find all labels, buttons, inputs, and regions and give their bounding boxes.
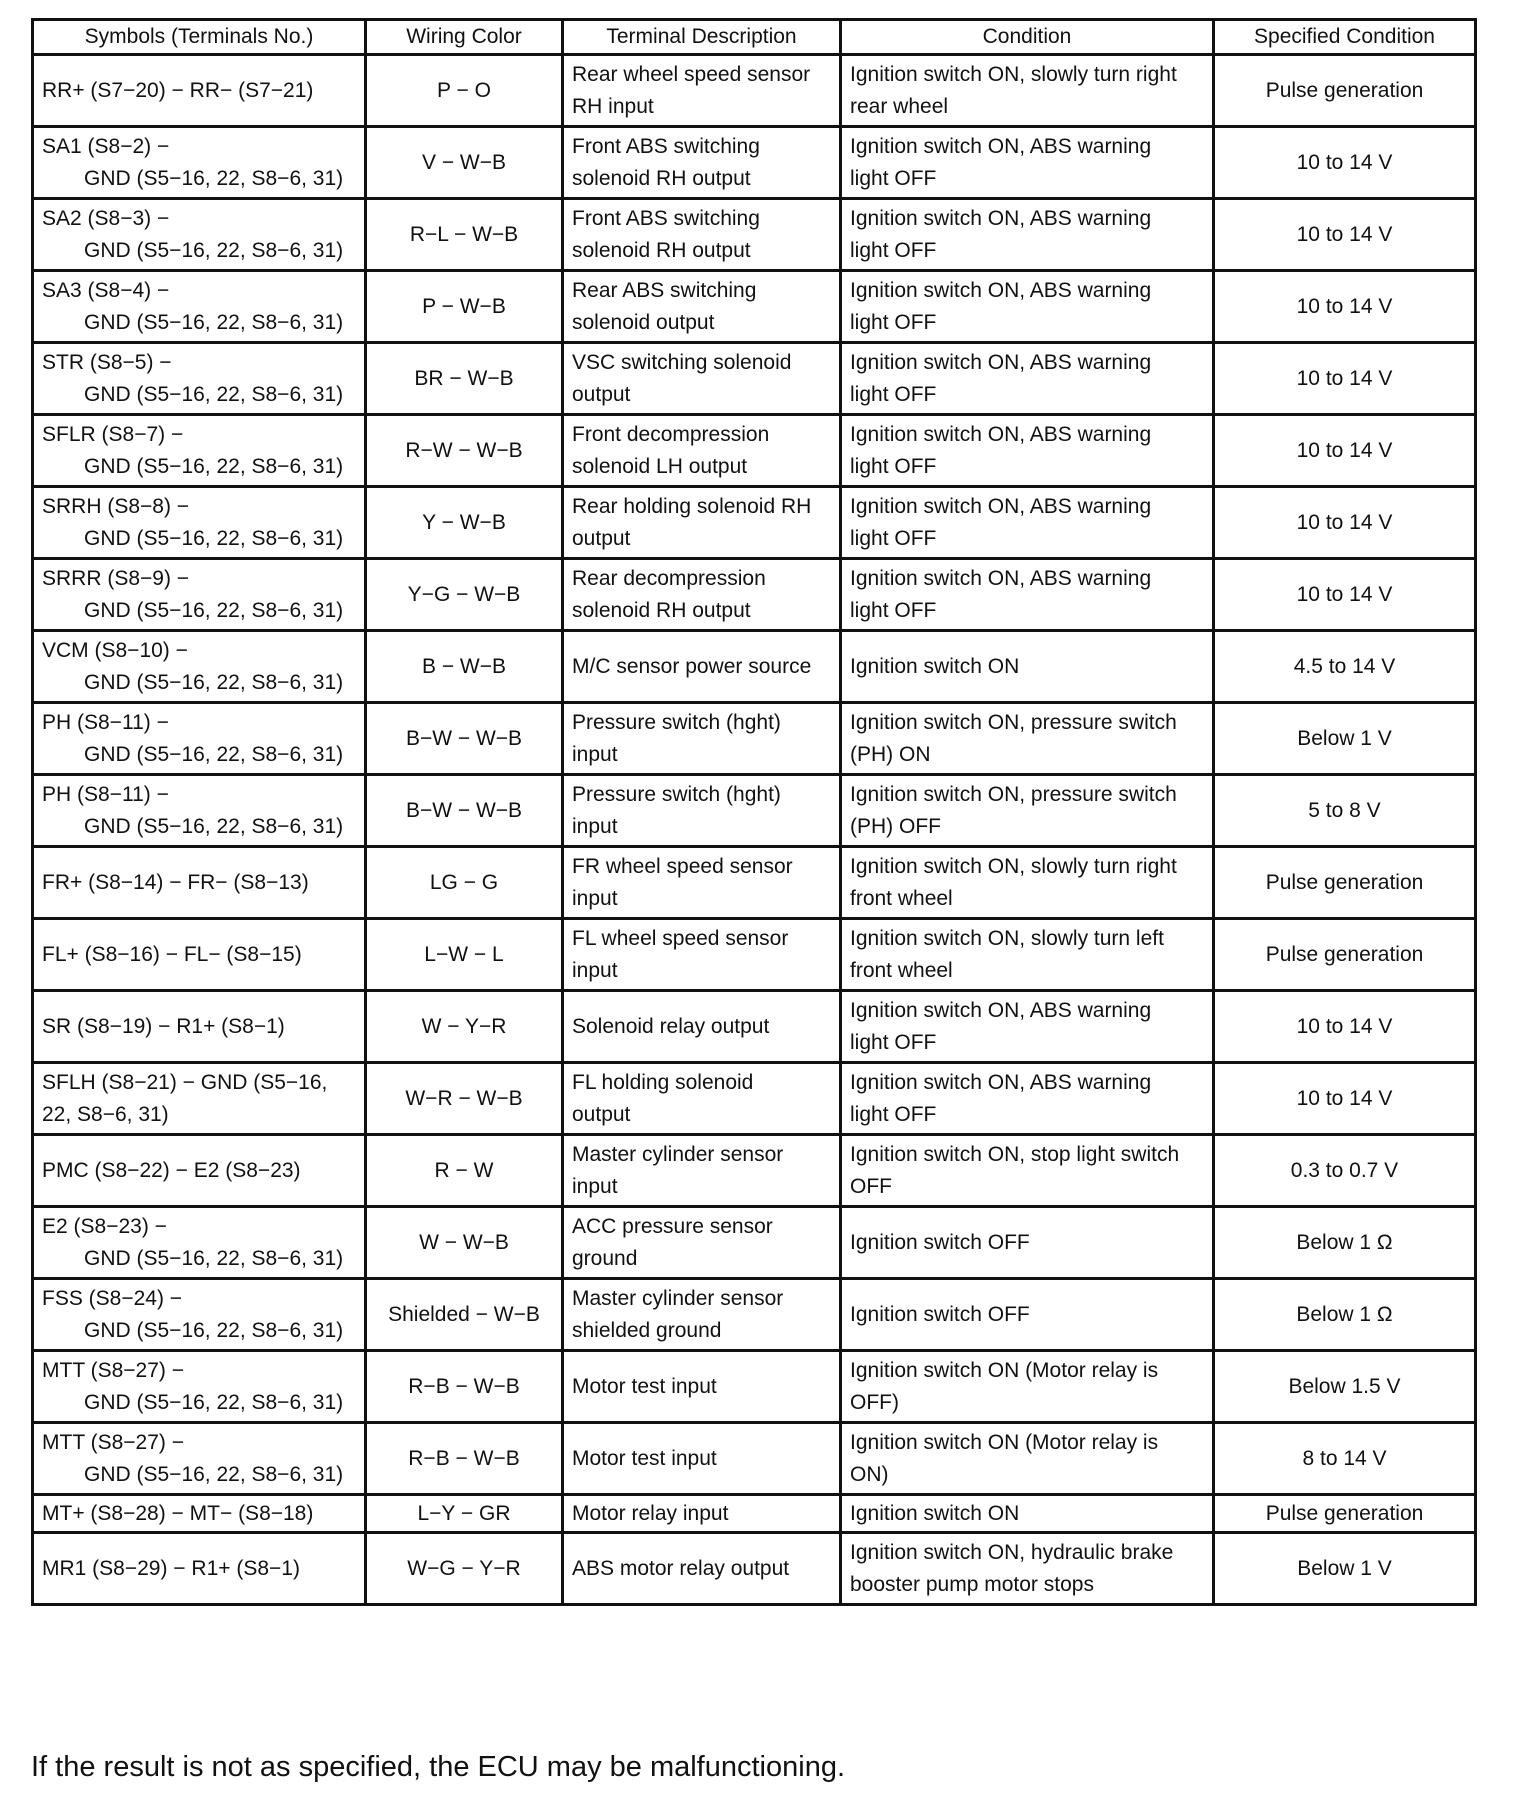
condition-cell <box>841 775 1214 847</box>
symbol-line: E2 (S8−23) − <box>42 1214 167 1238</box>
terminal-description-cell <box>563 847 841 919</box>
table-body <box>33 55 1476 1605</box>
wiring-color-cell: BR − W−B <box>366 343 563 415</box>
header-wiring-color: Wiring Color <box>366 20 563 55</box>
terminal-description-cell <box>563 991 841 1063</box>
terminal-description-cell <box>563 1135 841 1207</box>
terminal-description-cell <box>563 55 841 127</box>
terminal-description-line: Rear ABS switching <box>572 278 757 302</box>
symbol-line: GND (S5−16, 22, S8−6, 31) <box>84 1318 344 1342</box>
terminal-description-line: Master cylinder sensor <box>572 1286 784 1310</box>
condition-line: Ignition switch ON, stop light switch <box>850 1142 1180 1166</box>
condition-line: ON) <box>850 1462 889 1486</box>
terminal-description-cell <box>563 199 841 271</box>
condition-cell <box>841 199 1214 271</box>
symbol-line: STR (S8−5) − <box>42 350 172 374</box>
terminal-description-line: RH input <box>572 94 654 118</box>
table-row <box>33 1495 1476 1533</box>
header-condition: Condition <box>841 20 1214 55</box>
symbol-line: SFLH (S8−21) − GND (S5−16, <box>42 1070 328 1094</box>
terminal-description-line: solenoid LH output <box>572 454 748 478</box>
terminal-spec-table <box>31 18 1477 1606</box>
symbol-cell <box>33 991 366 1063</box>
specified-condition-cell: Below 1 V <box>1214 703 1476 775</box>
condition-line: Ignition switch ON, ABS warning <box>850 566 1152 590</box>
table-row <box>33 1279 1476 1351</box>
condition-line: rear wheel <box>850 94 949 118</box>
symbol-cell <box>33 775 366 847</box>
condition-cell <box>841 55 1214 127</box>
table-row <box>33 199 1476 271</box>
condition-line: Ignition switch ON, slowly turn right <box>850 854 1177 878</box>
symbol-line: SA3 (S8−4) − <box>42 278 170 302</box>
condition-cell <box>841 847 1214 919</box>
terminal-description-line: solenoid RH output <box>572 238 751 262</box>
symbol-cell <box>33 1495 366 1533</box>
terminal-description-line: Front ABS switching <box>572 134 760 158</box>
symbol-line: GND (S5−16, 22, S8−6, 31) <box>84 310 344 334</box>
condition-line: light OFF <box>850 526 937 550</box>
specified-condition-cell: Below 1 V <box>1214 1533 1476 1605</box>
symbol-line: GND (S5−16, 22, S8−6, 31) <box>84 166 344 190</box>
symbol-line: GND (S5−16, 22, S8−6, 31) <box>84 382 344 406</box>
terminal-description-line: Pressure switch (hght) <box>572 782 781 806</box>
wiring-color-cell: P − W−B <box>366 271 563 343</box>
wiring-color-cell: R−B − W−B <box>366 1423 563 1495</box>
symbol-line: SA1 (S8−2) − <box>42 134 170 158</box>
wiring-color-cell: P − O <box>366 55 563 127</box>
condition-cell <box>841 1533 1214 1605</box>
table-row <box>33 559 1476 631</box>
symbol-line: GND (S5−16, 22, S8−6, 31) <box>84 454 344 478</box>
condition-line: Ignition switch ON, ABS warning <box>850 350 1152 374</box>
symbol-line: VCM (S8−10) − <box>42 638 188 662</box>
symbol-line: SR (S8−19) − R1+ (S8−1) <box>42 1014 285 1038</box>
specified-condition-cell: 10 to 14 V <box>1214 271 1476 343</box>
terminal-description-cell <box>563 1495 841 1533</box>
terminal-description-line: Motor test input <box>572 1374 717 1398</box>
terminal-description-line: FR wheel speed sensor <box>572 854 793 878</box>
wiring-color-cell: R−W − W−B <box>366 415 563 487</box>
symbol-line: GND (S5−16, 22, S8−6, 31) <box>84 1462 344 1486</box>
condition-line: Ignition switch ON, ABS warning <box>850 1070 1152 1094</box>
condition-line: Ignition switch ON (Motor relay is <box>850 1430 1159 1454</box>
table-row <box>33 1135 1476 1207</box>
wiring-color-cell: B−W − W−B <box>366 775 563 847</box>
table-row <box>33 1423 1476 1495</box>
wiring-color-cell: W−R − W−B <box>366 1063 563 1135</box>
condition-line: light OFF <box>850 310 937 334</box>
terminal-description-line: input <box>572 742 618 766</box>
terminal-description-line: Front ABS switching <box>572 206 760 230</box>
specified-condition-cell: Pulse generation <box>1214 1495 1476 1533</box>
symbol-cell <box>33 127 366 199</box>
condition-line: front wheel <box>850 886 953 910</box>
terminal-description-line: input <box>572 886 618 910</box>
header-symbols: Symbols (Terminals No.) <box>33 20 366 55</box>
symbol-line: MR1 (S8−29) − R1+ (S8−1) <box>42 1556 300 1580</box>
condition-cell <box>841 1351 1214 1423</box>
symbol-cell <box>33 55 366 127</box>
symbol-cell <box>33 847 366 919</box>
table-row <box>33 1533 1476 1605</box>
table-row <box>33 127 1476 199</box>
condition-line: (PH) ON <box>850 742 931 766</box>
symbol-line: FSS (S8−24) − <box>42 1286 183 1310</box>
specified-condition-cell: 10 to 14 V <box>1214 343 1476 415</box>
wiring-color-cell: V − W−B <box>366 127 563 199</box>
condition-line: Ignition switch ON (Motor relay is <box>850 1358 1159 1382</box>
condition-line: Ignition switch ON, ABS warning <box>850 134 1152 158</box>
symbol-line: GND (S5−16, 22, S8−6, 31) <box>84 742 344 766</box>
condition-cell <box>841 919 1214 991</box>
condition-cell <box>841 703 1214 775</box>
symbol-line: PH (S8−11) − <box>42 710 169 734</box>
symbol-cell <box>33 703 366 775</box>
symbol-cell <box>33 631 366 703</box>
terminal-description-line: ACC pressure sensor <box>572 1214 773 1238</box>
table-row <box>33 487 1476 559</box>
terminal-description-line: Front decompression <box>572 422 770 446</box>
specified-condition-cell: 10 to 14 V <box>1214 487 1476 559</box>
symbol-cell <box>33 1135 366 1207</box>
terminal-description-line: output <box>572 1102 631 1126</box>
symbol-cell <box>33 1207 366 1279</box>
table-row <box>33 703 1476 775</box>
condition-cell <box>841 631 1214 703</box>
terminal-description-cell <box>563 271 841 343</box>
condition-cell <box>841 1207 1214 1279</box>
wiring-color-cell: B−W − W−B <box>366 703 563 775</box>
terminal-description-cell <box>563 1279 841 1351</box>
condition-line: Ignition switch ON, ABS warning <box>850 278 1152 302</box>
condition-cell <box>841 1063 1214 1135</box>
terminal-description-line: FL holding solenoid <box>572 1070 754 1094</box>
condition-cell <box>841 991 1214 1063</box>
terminal-description-cell <box>563 415 841 487</box>
symbol-line: GND (S5−16, 22, S8−6, 31) <box>84 814 344 838</box>
wiring-color-cell: Y − W−B <box>366 487 563 559</box>
terminal-description-cell <box>563 1533 841 1605</box>
symbol-cell <box>33 487 366 559</box>
wiring-color-cell: LG − G <box>366 847 563 919</box>
symbol-line: MT+ (S8−28) − MT− (S8−18) <box>42 1501 314 1525</box>
table-row <box>33 1063 1476 1135</box>
wiring-color-cell: B − W−B <box>366 631 563 703</box>
specified-condition-cell: 10 to 14 V <box>1214 127 1476 199</box>
condition-cell <box>841 127 1214 199</box>
symbol-cell <box>33 1351 366 1423</box>
specified-condition-cell: Pulse generation <box>1214 55 1476 127</box>
symbol-line: MTT (S8−27) − <box>42 1358 184 1382</box>
condition-line: light OFF <box>850 598 937 622</box>
terminal-description-cell <box>563 127 841 199</box>
symbol-cell <box>33 271 366 343</box>
terminal-description-line: Solenoid relay output <box>572 1014 770 1038</box>
terminal-description-line: Rear wheel speed sensor <box>572 62 811 86</box>
table-row <box>33 1207 1476 1279</box>
symbol-cell <box>33 199 366 271</box>
condition-line: (PH) OFF <box>850 814 941 838</box>
condition-line: OFF) <box>850 1390 899 1414</box>
terminal-description-line: ABS motor relay output <box>572 1556 790 1580</box>
footnote: If the result is not as specified, the ECU may be malfunctioning. <box>31 1751 846 1783</box>
condition-cell <box>841 1495 1214 1533</box>
wiring-color-cell: Y−G − W−B <box>366 559 563 631</box>
symbol-line: GND (S5−16, 22, S8−6, 31) <box>84 1246 344 1270</box>
symbol-cell <box>33 1423 366 1495</box>
table-row <box>33 847 1476 919</box>
table-row <box>33 631 1476 703</box>
specified-condition-cell: 4.5 to 14 V <box>1214 631 1476 703</box>
wiring-color-cell: Shielded − W−B <box>366 1279 563 1351</box>
table-row <box>33 343 1476 415</box>
terminal-description-line: Pressure switch (hght) <box>572 710 781 734</box>
table-row <box>33 271 1476 343</box>
condition-cell <box>841 559 1214 631</box>
terminal-description-line: ground <box>572 1246 638 1270</box>
specified-condition-cell: Pulse generation <box>1214 847 1476 919</box>
terminal-description-cell <box>563 775 841 847</box>
terminal-description-cell <box>563 343 841 415</box>
terminal-description-line: output <box>572 526 631 550</box>
terminal-description-line: M/C sensor power source <box>572 654 812 678</box>
terminal-description-line: Motor relay input <box>572 1501 729 1525</box>
symbol-line: PMC (S8−22) − E2 (S8−23) <box>42 1158 301 1182</box>
terminal-description-cell <box>563 1423 841 1495</box>
condition-line: Ignition switch ON <box>850 1501 1020 1525</box>
symbol-line: GND (S5−16, 22, S8−6, 31) <box>84 598 344 622</box>
terminal-description-cell <box>563 703 841 775</box>
symbol-line: RR+ (S7−20) − RR− (S7−21) <box>42 78 314 102</box>
symbol-line: SFLR (S8−7) − <box>42 422 184 446</box>
symbol-line: GND (S5−16, 22, S8−6, 31) <box>84 238 344 262</box>
condition-cell <box>841 487 1214 559</box>
condition-line: Ignition switch ON <box>850 654 1020 678</box>
condition-cell <box>841 1279 1214 1351</box>
wiring-color-cell: W−G − Y−R <box>366 1533 563 1605</box>
terminal-description-line: Motor test input <box>572 1446 717 1470</box>
condition-line: Ignition switch ON, slowly turn left <box>850 926 1164 950</box>
terminal-description-line: solenoid RH output <box>572 598 751 622</box>
symbol-line: PH (S8−11) − <box>42 782 169 806</box>
table-row <box>33 55 1476 127</box>
specified-condition-cell: Below 1 Ω <box>1214 1207 1476 1279</box>
symbol-cell <box>33 1063 366 1135</box>
table-row <box>33 415 1476 487</box>
terminal-description-line: solenoid output <box>572 310 715 334</box>
condition-line: OFF <box>850 1174 892 1198</box>
specified-condition-cell: 10 to 14 V <box>1214 415 1476 487</box>
wiring-color-cell: W − Y−R <box>366 991 563 1063</box>
symbol-cell <box>33 559 366 631</box>
table-row <box>33 775 1476 847</box>
terminal-description-cell <box>563 1063 841 1135</box>
condition-line: Ignition switch ON, hydraulic brake <box>850 1540 1174 1564</box>
symbol-cell <box>33 1533 366 1605</box>
terminal-description-line: output <box>572 382 631 406</box>
symbol-line: FL+ (S8−16) − FL− (S8−15) <box>42 942 302 966</box>
condition-line: Ignition switch ON, ABS warning <box>850 422 1152 446</box>
condition-line: Ignition switch ON, ABS warning <box>850 998 1152 1022</box>
terminal-description-line: input <box>572 1174 618 1198</box>
condition-cell <box>841 1135 1214 1207</box>
header-specified-condition: Specified Condition <box>1214 20 1476 55</box>
terminal-description-cell <box>563 631 841 703</box>
specified-condition-cell: 5 to 8 V <box>1214 775 1476 847</box>
terminal-description-cell <box>563 487 841 559</box>
symbol-cell <box>33 1279 366 1351</box>
condition-line: Ignition switch ON, slowly turn right <box>850 62 1177 86</box>
specified-condition-cell: Below 1.5 V <box>1214 1351 1476 1423</box>
specified-condition-cell: 8 to 14 V <box>1214 1423 1476 1495</box>
terminal-description-line: input <box>572 814 618 838</box>
wiring-color-cell: R−L − W−B <box>366 199 563 271</box>
condition-line: light OFF <box>850 382 937 406</box>
terminal-description-cell <box>563 559 841 631</box>
symbol-line: GND (S5−16, 22, S8−6, 31) <box>84 1390 344 1414</box>
symbol-line: SRRH (S8−8) − <box>42 494 190 518</box>
symbol-line: MTT (S8−27) − <box>42 1430 184 1454</box>
symbol-cell <box>33 415 366 487</box>
table-row <box>33 991 1476 1063</box>
wiring-color-cell: L−W − L <box>366 919 563 991</box>
condition-line: front wheel <box>850 958 953 982</box>
specified-condition-cell: 10 to 14 V <box>1214 1063 1476 1135</box>
specified-condition-cell: 0.3 to 0.7 V <box>1214 1135 1476 1207</box>
condition-line: light OFF <box>850 454 937 478</box>
symbol-cell <box>33 343 366 415</box>
condition-line: Ignition switch ON, pressure switch <box>850 782 1177 806</box>
condition-line: Ignition switch ON, ABS warning <box>850 206 1152 230</box>
symbol-line: SRRR (S8−9) − <box>42 566 190 590</box>
condition-cell <box>841 343 1214 415</box>
condition-line: light OFF <box>850 1030 937 1054</box>
condition-line: booster pump motor stops <box>850 1572 1094 1596</box>
terminal-description-cell <box>563 1207 841 1279</box>
condition-line: Ignition switch OFF <box>850 1302 1030 1326</box>
specified-condition-cell: Below 1 Ω <box>1214 1279 1476 1351</box>
condition-cell <box>841 1423 1214 1495</box>
condition-line: light OFF <box>850 166 937 190</box>
wiring-color-cell: R−B − W−B <box>366 1351 563 1423</box>
terminal-description-line: Master cylinder sensor <box>572 1142 784 1166</box>
specified-condition-cell: 10 to 14 V <box>1214 559 1476 631</box>
terminal-description-line: VSC switching solenoid <box>572 350 792 374</box>
header-terminal-description: Terminal Description <box>563 20 841 55</box>
condition-line: light OFF <box>850 238 937 262</box>
symbol-cell <box>33 919 366 991</box>
terminal-description-line: FL wheel speed sensor <box>572 926 789 950</box>
terminal-description-line: solenoid RH output <box>572 166 751 190</box>
symbol-line: GND (S5−16, 22, S8−6, 31) <box>84 670 344 694</box>
terminal-description-cell <box>563 919 841 991</box>
specified-condition-cell: 10 to 14 V <box>1214 991 1476 1063</box>
specified-condition-cell: 10 to 14 V <box>1214 199 1476 271</box>
wiring-color-cell: W − W−B <box>366 1207 563 1279</box>
symbol-line: SA2 (S8−3) − <box>42 206 170 230</box>
condition-line: Ignition switch ON, pressure switch <box>850 710 1177 734</box>
wiring-color-cell: L−Y − GR <box>366 1495 563 1533</box>
symbol-line: 22, S8−6, 31) <box>42 1102 169 1126</box>
condition-cell <box>841 415 1214 487</box>
terminal-description-line: Rear holding solenoid RH <box>572 494 812 518</box>
symbol-line: FR+ (S8−14) − FR− (S8−13) <box>42 870 309 894</box>
terminal-description-line: Rear decompression <box>572 566 766 590</box>
terminal-description-cell <box>563 1351 841 1423</box>
wiring-color-cell: R − W <box>366 1135 563 1207</box>
symbol-line: GND (S5−16, 22, S8−6, 31) <box>84 526 344 550</box>
terminal-description-line: input <box>572 958 618 982</box>
condition-cell <box>841 271 1214 343</box>
table-row <box>33 919 1476 991</box>
table-row <box>33 1351 1476 1423</box>
table-header-row <box>33 20 1476 55</box>
condition-line: Ignition switch OFF <box>850 1230 1030 1254</box>
specified-condition-cell: Pulse generation <box>1214 919 1476 991</box>
condition-line: light OFF <box>850 1102 937 1126</box>
condition-line: Ignition switch ON, ABS warning <box>850 494 1152 518</box>
terminal-description-line: shielded ground <box>572 1318 722 1342</box>
